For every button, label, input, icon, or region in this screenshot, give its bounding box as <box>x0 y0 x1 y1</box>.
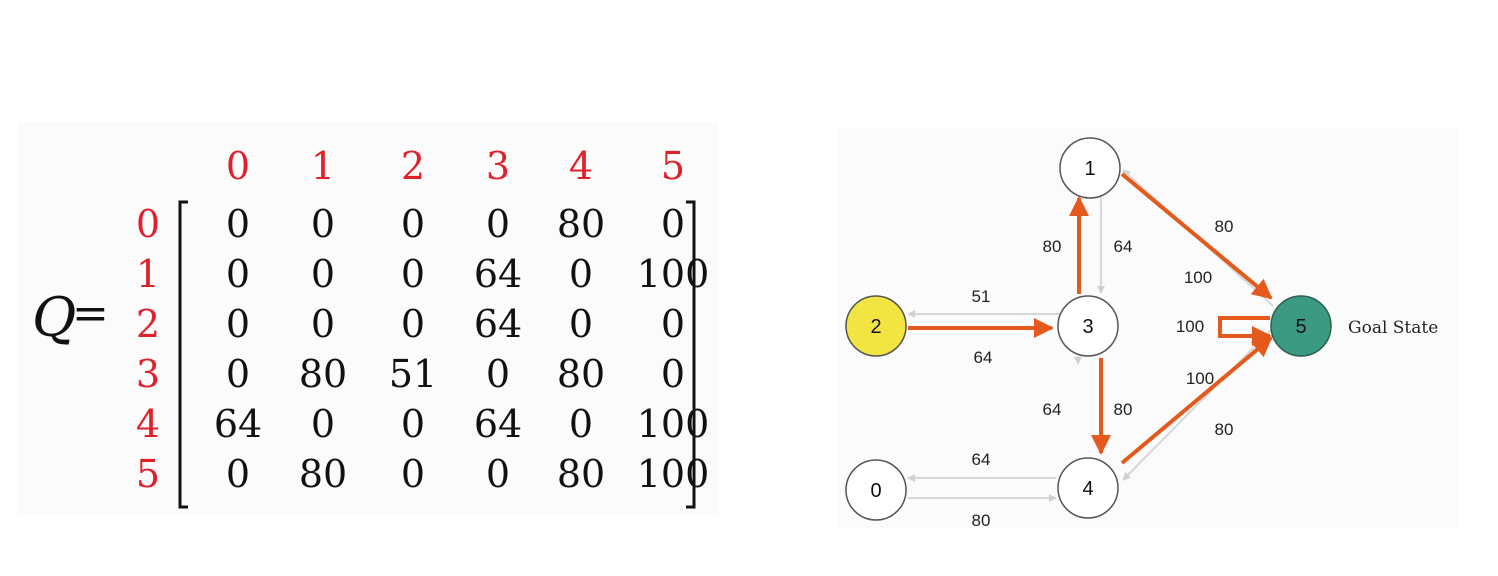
matrix-cell: 0 <box>310 252 336 296</box>
matrix-cell: 64 <box>473 402 523 446</box>
matrix-cell: 100 <box>636 252 710 296</box>
node-0-label: 0 <box>870 480 882 502</box>
edge-label-3-1: 80 <box>1042 237 1062 256</box>
row-header: 2 <box>135 302 161 346</box>
matrix-cell: 0 <box>485 202 511 246</box>
edge-label-3-2: 51 <box>971 287 991 306</box>
matrix-cell: 0 <box>225 252 251 296</box>
column-header: 5 <box>660 144 686 188</box>
matrix-cell: 80 <box>556 352 606 396</box>
matrix-cell: 0 <box>225 302 251 346</box>
node-3-label: 3 <box>1082 316 1094 338</box>
matrix-cell: 0 <box>225 202 251 246</box>
matrix-cell: 64 <box>213 402 263 446</box>
matrix-cell: 80 <box>556 452 606 496</box>
goal-state-label: Goal State <box>1348 318 1439 338</box>
column-headers <box>226 144 685 188</box>
edge-5-to-4 <box>1123 328 1273 480</box>
column-header: 3 <box>485 144 511 188</box>
column-header: 4 <box>568 144 594 188</box>
node-5 <box>1271 296 1331 356</box>
edge-label-3-4: 80 <box>1113 400 1133 419</box>
matrix-cell: 0 <box>310 202 336 246</box>
matrix-cell: 51 <box>388 352 438 396</box>
row-header: 4 <box>135 402 161 446</box>
matrix-cell: 0 <box>400 452 426 496</box>
row-header: 3 <box>135 352 161 396</box>
edge-label-2-3: 64 <box>973 348 993 367</box>
matrix-cell: 0 <box>400 402 426 446</box>
column-header: 0 <box>225 144 251 188</box>
matrix-cell: 0 <box>400 252 426 296</box>
edge-label-1-3: 64 <box>1113 237 1133 256</box>
left-bracket <box>180 202 188 507</box>
edge-label-4-5-bottom: 80 <box>1214 420 1234 439</box>
node-3 <box>1058 296 1118 356</box>
row-header: 0 <box>135 202 161 246</box>
matrix-cell: 0 <box>310 302 336 346</box>
node-1-label: 1 <box>1084 158 1096 180</box>
row-header: 5 <box>135 452 161 496</box>
edge-label-1-5-top: 80 <box>1214 217 1234 236</box>
matrix-cell: 0 <box>660 302 686 346</box>
matrix-cell: 80 <box>298 352 348 396</box>
matrix-cell: 0 <box>660 202 686 246</box>
q-matrix-panel <box>18 122 718 514</box>
matrix-equals: = <box>72 288 109 339</box>
matrix-cell: 0 <box>568 252 594 296</box>
edge-label-4-0: 64 <box>971 450 991 469</box>
node-5-label: 5 <box>1295 316 1307 338</box>
row-headers <box>136 202 160 496</box>
node-4 <box>1058 458 1118 518</box>
edge-5-self-loop <box>1220 318 1270 336</box>
matrix-cell: 0 <box>400 202 426 246</box>
matrix-cell: 100 <box>636 402 710 446</box>
matrix-cell: 80 <box>298 452 348 496</box>
matrix-cell: 80 <box>556 202 606 246</box>
matrix-values <box>214 202 709 496</box>
matrix-cell: 64 <box>473 302 523 346</box>
edge-label-4-3: 64 <box>1042 400 1062 419</box>
matrix-cell: 0 <box>568 402 594 446</box>
matrix-cell: 0 <box>400 302 426 346</box>
node-1 <box>1060 138 1120 198</box>
state-graph-panel <box>838 128 1458 528</box>
matrix-cell: 0 <box>485 352 511 396</box>
matrix-cell: 0 <box>225 352 251 396</box>
matrix-cell: 0 <box>485 452 511 496</box>
edge-label-5-self: 100 <box>1175 317 1205 336</box>
state-graph <box>838 128 1458 528</box>
edge-label-1-5-bottom: 100 <box>1183 268 1213 287</box>
row-header: 1 <box>135 252 161 296</box>
matrix-cell: 0 <box>568 302 594 346</box>
edge-label-4-5-top: 100 <box>1185 369 1215 388</box>
matrix-cell: 64 <box>473 252 523 296</box>
node-2 <box>846 296 906 356</box>
node-0 <box>846 460 906 520</box>
edge-label-0-4: 80 <box>971 511 991 528</box>
edge-4-to-5 <box>1122 338 1271 463</box>
matrix-label: Q <box>32 286 77 349</box>
matrix-cell: 0 <box>660 352 686 396</box>
q-matrix <box>18 122 718 514</box>
column-header: 2 <box>400 144 426 188</box>
column-header: 1 <box>310 144 336 188</box>
matrix-cell: 0 <box>310 402 336 446</box>
node-2-label: 2 <box>870 316 882 338</box>
node-4-label: 4 <box>1082 478 1094 500</box>
matrix-cell: 100 <box>636 452 710 496</box>
matrix-cell: 0 <box>225 452 251 496</box>
